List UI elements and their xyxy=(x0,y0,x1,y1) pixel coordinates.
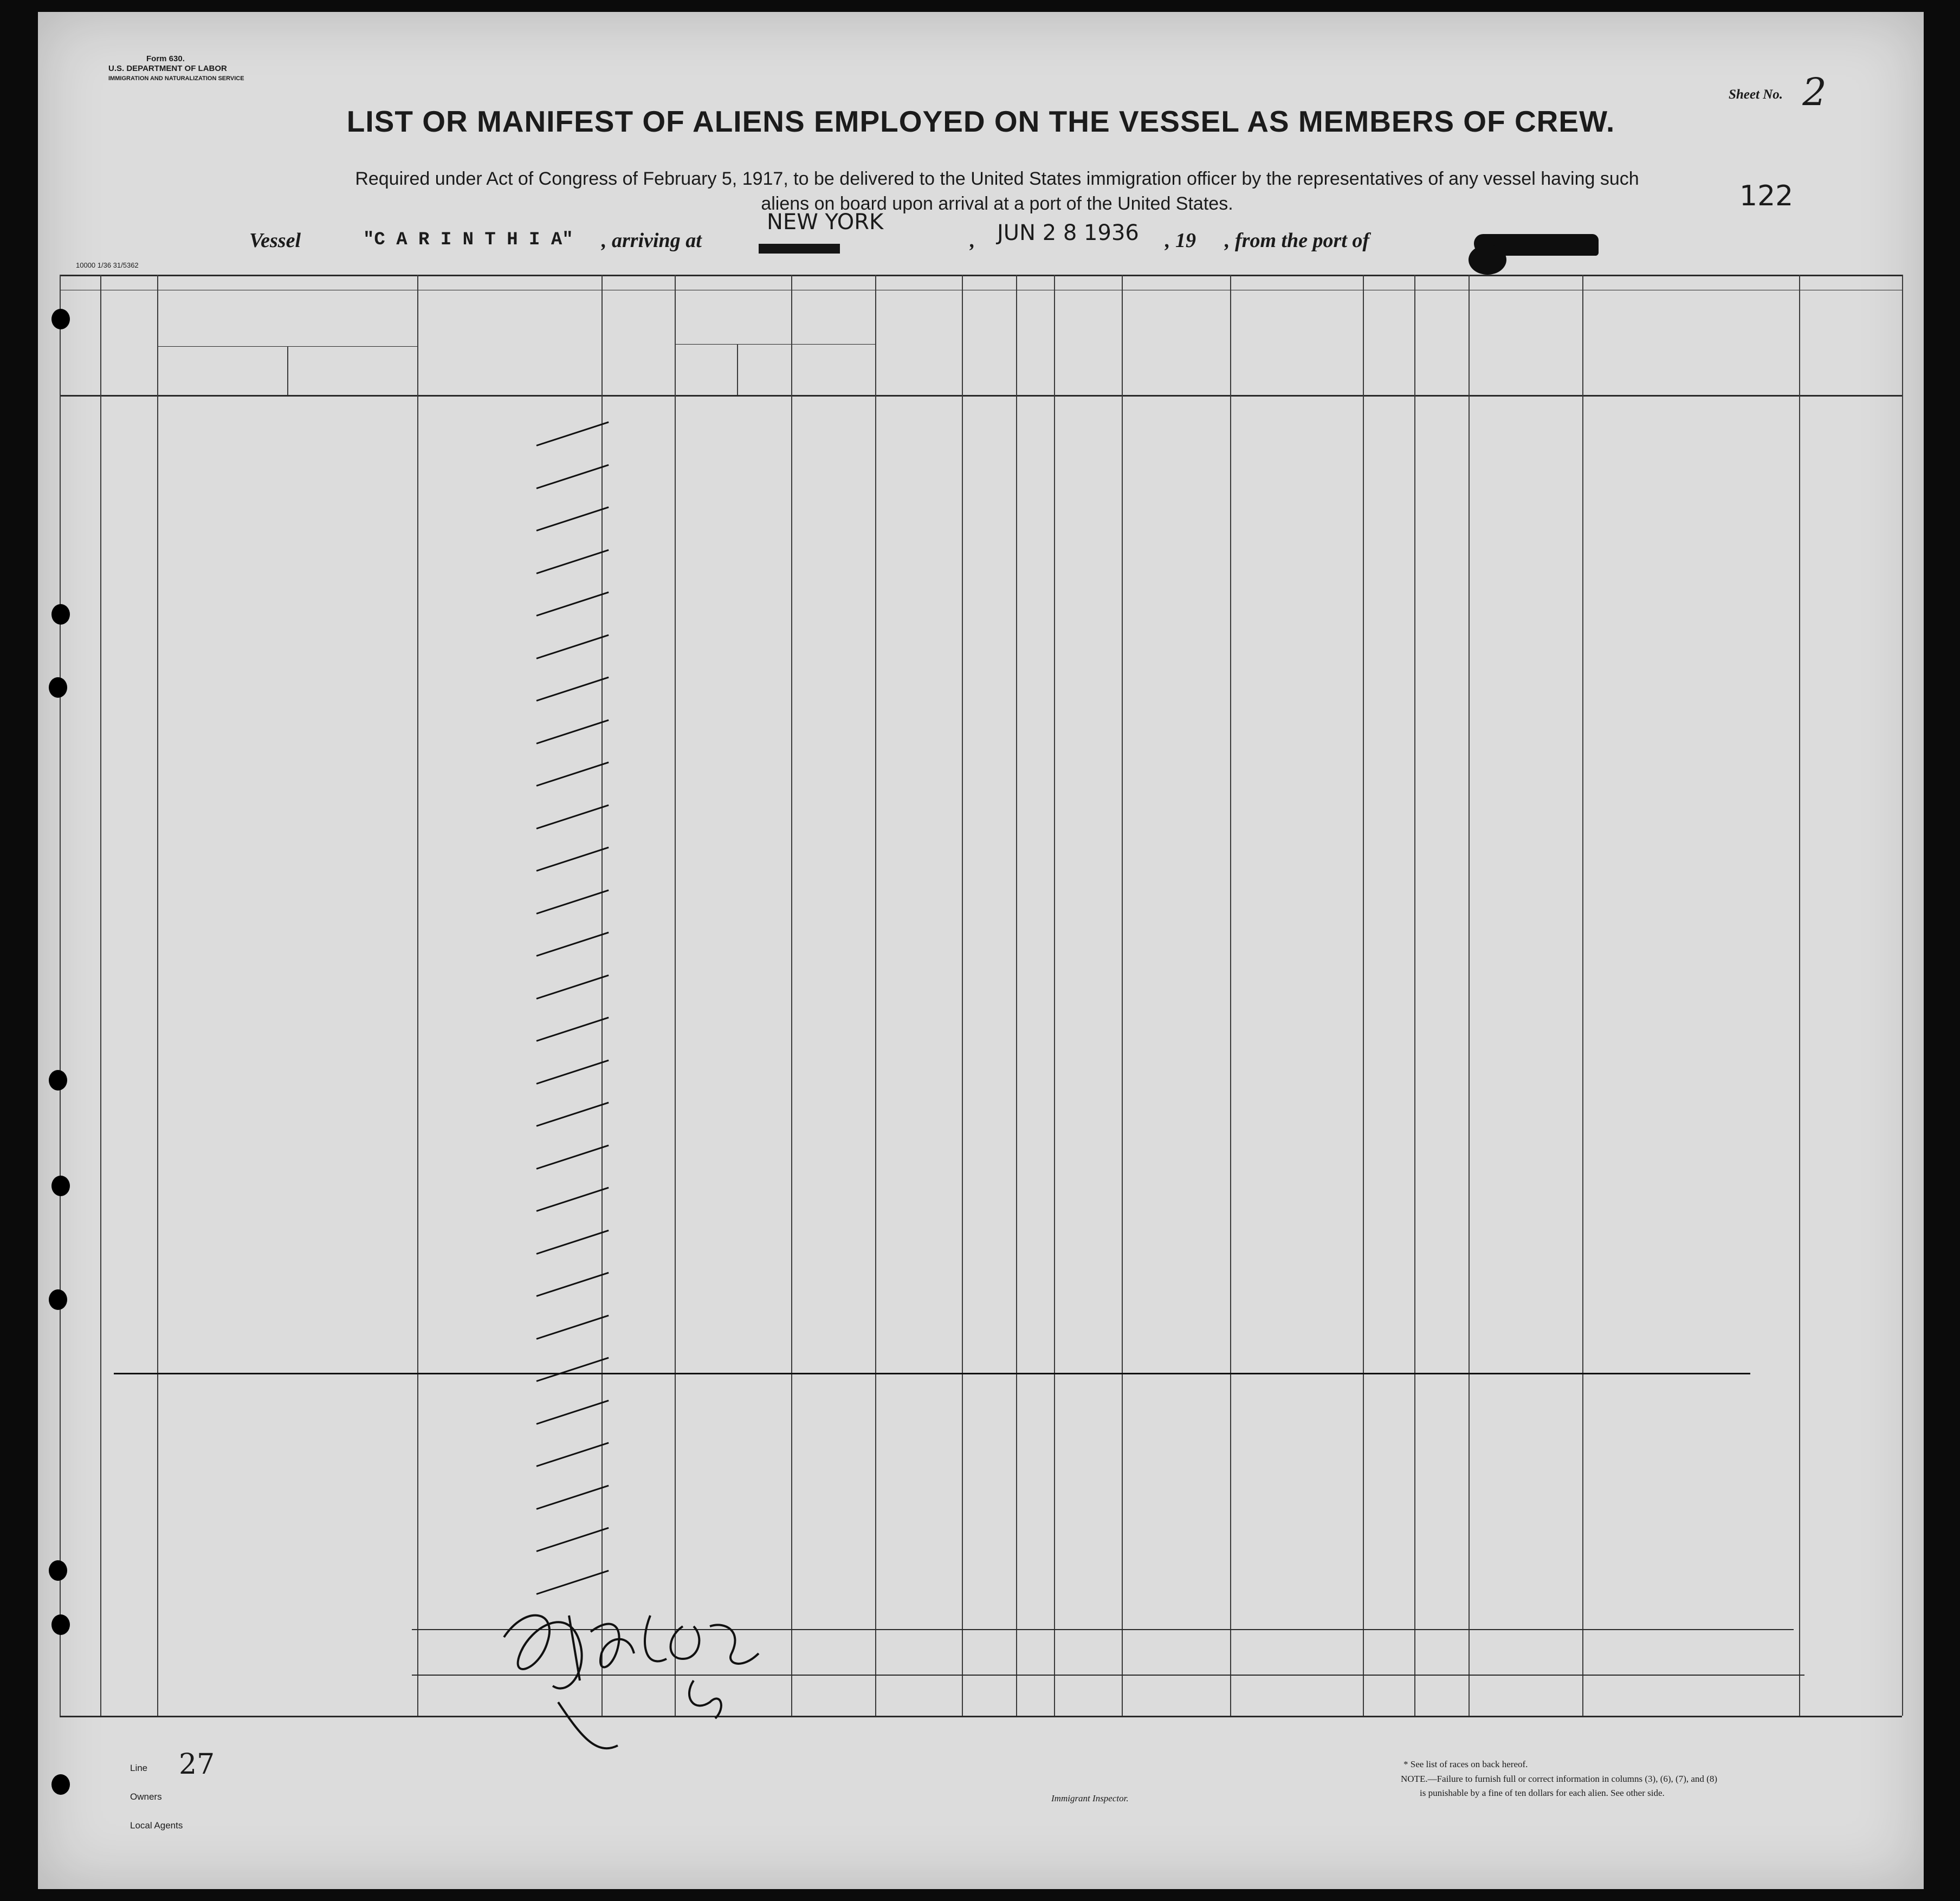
tick-mark xyxy=(536,677,609,702)
tick-mark xyxy=(536,1399,609,1424)
column-divider xyxy=(1016,275,1017,1716)
tick-mark xyxy=(536,1229,609,1254)
tick-mark xyxy=(536,1484,609,1509)
tick-mark xyxy=(536,1442,609,1467)
column-divider xyxy=(962,275,963,1716)
vessel-name: "C A R I N T H I A" xyxy=(363,230,573,250)
column-divider xyxy=(1799,275,1800,1716)
tick-mark xyxy=(536,932,609,957)
department-name: U.S. DEPARTMENT OF LABOR xyxy=(108,64,227,73)
table-bottom-rule xyxy=(60,1716,1902,1717)
service-name: IMMIGRATION AND NATURALIZATION SERVICE xyxy=(108,75,244,82)
tick-mark xyxy=(536,464,609,489)
inspector-signature xyxy=(488,1594,791,1756)
page-subtitle xyxy=(211,166,1783,216)
vessel-label: Vessel xyxy=(249,229,301,252)
column-divider xyxy=(417,275,418,1716)
shipped-subheader-rule xyxy=(675,344,875,345)
tick-mark xyxy=(536,1187,609,1212)
punch-hole xyxy=(49,1289,67,1310)
tick-mark xyxy=(536,1272,609,1297)
column-divider xyxy=(60,275,61,1716)
name-subdivider xyxy=(287,346,288,395)
redaction-mark xyxy=(759,244,840,254)
tick-mark xyxy=(536,762,609,787)
column-divider xyxy=(1469,275,1470,1716)
subtitle-line-2: aliens on board upon arrival at a port of the United States. xyxy=(761,193,1233,214)
tick-mark xyxy=(536,804,609,829)
ink-blot xyxy=(1469,245,1506,275)
shipped-subdivider xyxy=(737,344,738,395)
column-divider xyxy=(1230,275,1231,1716)
column-divider xyxy=(675,275,676,1716)
tick-mark xyxy=(536,1314,609,1339)
tick-mark xyxy=(536,847,609,872)
stamped-number: 122 xyxy=(1739,180,1794,212)
tick-mark xyxy=(536,592,609,617)
arriving-label: , arriving at xyxy=(601,229,702,252)
arrival-date: JUN 2 8 1936 xyxy=(997,220,1139,245)
table-top-rule xyxy=(60,275,1902,276)
column-divider xyxy=(791,275,792,1716)
tick-mark xyxy=(536,1144,609,1169)
tick-mark xyxy=(536,1527,609,1552)
punch-hole xyxy=(49,1560,67,1581)
tick-mark xyxy=(536,421,609,446)
column-divider xyxy=(1414,275,1415,1716)
column-divider xyxy=(875,275,876,1716)
tick-mark xyxy=(536,1569,609,1594)
punch-hole xyxy=(49,677,67,698)
tick-mark xyxy=(536,974,609,999)
tick-mark xyxy=(536,507,609,531)
column-divider xyxy=(1582,275,1583,1716)
sheet-number xyxy=(1729,63,1827,114)
column-divider xyxy=(601,275,603,1716)
print-code: 10000 1/36 31/5362 xyxy=(76,261,139,269)
form-number: Form 630. xyxy=(146,54,185,63)
punch-hole xyxy=(51,1614,70,1635)
column-divider xyxy=(157,275,158,1716)
owners-label: Owners xyxy=(130,1792,162,1802)
local-agents-label: Local Agents xyxy=(130,1820,183,1831)
year-label: , 19 xyxy=(1165,229,1196,252)
arrival-port: NEW YORK xyxy=(767,210,884,235)
race-note: * See list of races on back hereof. xyxy=(1403,1759,1528,1769)
penalty-note-line-2: is punishable by a fine of ten dollars for each alien. See other side. xyxy=(1420,1788,1665,1798)
subtitle-line-1: Required under Act of Congress of February 5, 1917, to be delivered to the United States immigration officer by the representatives of any vessel having such xyxy=(355,168,1639,189)
line-count: 27 xyxy=(179,1748,215,1781)
tick-mark xyxy=(536,889,609,914)
punch-hole xyxy=(49,1070,67,1091)
line-label: Line xyxy=(130,1763,148,1773)
punch-hole xyxy=(51,1176,70,1196)
tick-mark xyxy=(536,549,609,574)
page-title: LIST OR MANIFEST OF ALIENS EMPLOYED ON THE VESSEL AS MEMBERS OF CREW. xyxy=(346,105,1615,138)
tick-mark xyxy=(536,1102,609,1127)
manifest-sheet: Form 630. U.S. DEPARTMENT OF LABOR IMMIGRATION AND NATURALIZATION SERVICE Sheet No. 2 LIST OR MANIFEST OF ALIENS EMPLOYED ON THE VESSEL AS MEMBERS OF CREW. Required under Act of Congress of February 5, 1917, to be delivered to the United States immigration officer by the representatives of any vessel having such aliens on board upon arrival at a port of the United States. 122 Vessel "C A R I N T H I A" , arriving at NEW YORK , JUN 2 8 1936 , 19 , from the port of 10000 1/36 31/5362 Line 27 Owners Local Agents Immigrant Inspector. * See list of races on back hereof. NOTE.—Failure to furnish full or correct information in columns (3), (6), (7), and (8) is punishable by a fine of ten dollars for each alien. See other side. xyxy=(38,12,1924,1889)
tick-mark xyxy=(536,1357,609,1382)
immigrant-inspector-label: Immigrant Inspector. xyxy=(1051,1793,1129,1803)
sheet-number-value: 2 xyxy=(1802,70,1827,114)
column-divider xyxy=(1363,275,1364,1716)
column-divider xyxy=(1902,275,1903,1716)
tick-mark xyxy=(536,1017,609,1042)
form-identifier xyxy=(108,54,244,83)
penalty-note-line-1: NOTE.—Failure to furnish full or correct information in columns (3), (6), (7), and (8) xyxy=(1401,1774,1717,1784)
from-port-label: , from the port of xyxy=(1225,229,1370,252)
tick-mark xyxy=(536,719,609,744)
column-divider xyxy=(1122,275,1123,1716)
tick-mark xyxy=(536,1059,609,1084)
column-divider xyxy=(100,275,101,1716)
strikethrough-line xyxy=(114,1373,1750,1374)
column-divider xyxy=(1054,275,1055,1716)
header-bottom-rule xyxy=(60,395,1902,397)
sheet-number-label: Sheet No. xyxy=(1729,87,1783,102)
tick-mark xyxy=(536,634,609,659)
punch-hole xyxy=(51,1774,70,1795)
punch-hole xyxy=(51,309,70,329)
punch-hole xyxy=(51,604,70,625)
